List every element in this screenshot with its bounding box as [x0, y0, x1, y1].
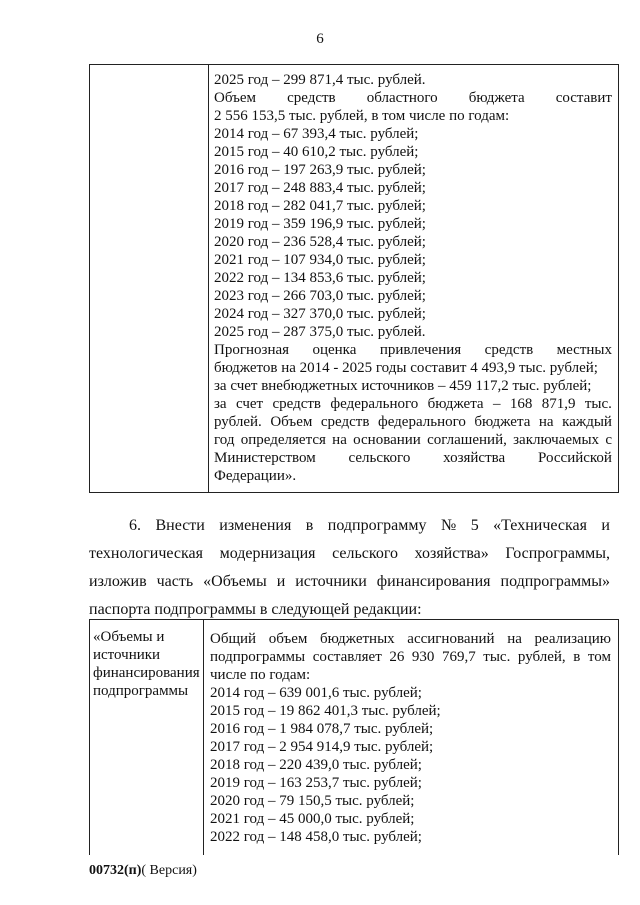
- text-line: рублей. Объем средств федерального бюджета на каждый: [214, 414, 612, 430]
- text-line: 2019 год – 163 253,7 тыс. рублей;: [210, 775, 422, 791]
- text-line: 2014 год – 639 001,6 тыс. рублей;: [210, 685, 422, 701]
- text-line: за счет средств федерального бюджета – 168 871,9 тыс.: [214, 396, 612, 412]
- text-line: 2016 год – 1 984 078,7 тыс. рублей;: [210, 721, 434, 737]
- text-line: 2014 год – 67 393,4 тыс. рублей;: [214, 126, 419, 142]
- page-number: 6: [316, 31, 324, 47]
- text-line: 6. Внести изменения в подпрограмму № 5 «Техническая и: [129, 517, 610, 534]
- text-line: 2025 год – 287 375,0 тыс. рублей.: [214, 324, 426, 340]
- text-line: Прогнозная оценка привлечения средств местных: [214, 342, 612, 358]
- financing-table-continued: [89, 64, 619, 493]
- document-code: 00732(п): [89, 863, 142, 878]
- text-line: 2019 год – 359 196,9 тыс. рублей;: [214, 216, 426, 232]
- text-line: 2023 год – 266 703,0 тыс. рублей;: [214, 288, 426, 304]
- text-line: Общий объем бюджетных ассигнований на реализацию: [210, 631, 611, 647]
- amendment-paragraph: [89, 512, 610, 624]
- text-line: паспорта подпрограммы в следующей редакции:: [89, 601, 422, 618]
- text-line: 2015 год – 40 610,2 тыс. рублей;: [214, 144, 419, 160]
- text-line: 2018 год – 220 439,0 тыс. рублей;: [210, 757, 422, 773]
- text-line: год определяется на основании соглашений, заключаемых с: [214, 432, 612, 448]
- text-line: Министерством сельского хозяйства Российской: [214, 450, 612, 466]
- text-line: 2015 год – 19 862 401,3 тыс. рублей;: [210, 703, 441, 719]
- text-line: 2018 год – 282 041,7 тыс. рублей;: [214, 198, 426, 214]
- label-line: «Объемы и: [93, 629, 165, 645]
- label-line: источники: [93, 647, 161, 663]
- text-line: за счет внебюджетных источников – 459 117,2 тыс. рублей;: [214, 378, 592, 394]
- text-line: 2022 год – 148 458,0 тыс. рублей;: [210, 829, 422, 845]
- text-line: 2020 год – 79 150,5 тыс. рублей;: [210, 793, 415, 809]
- table-content-cell: [214, 71, 612, 485]
- text-line: 2017 год – 248 883,4 тыс. рублей;: [214, 180, 426, 196]
- text-line: 2017 год – 2 954 914,9 тыс. рублей;: [210, 739, 434, 755]
- text-line: Федерации».: [214, 468, 297, 484]
- text-line: 2025 год – 299 871,4 тыс. рублей.: [214, 72, 426, 88]
- text-line: Объем средств областного бюджета составит: [214, 90, 612, 106]
- text-line: подпрограммы составляет 26 930 769,7 тыс. рублей, в том: [210, 649, 611, 665]
- table-label-cell: [90, 620, 204, 855]
- text-line: бюджетов на 2014 - 2025 годы составит 4 493,9 тыс. рублей;: [214, 360, 598, 376]
- subprogram-financing-table: [89, 619, 619, 855]
- text-line: 2016 год – 197 263,9 тыс. рублей;: [214, 162, 426, 178]
- version-label: ( Версия): [141, 863, 197, 878]
- text-line: 2021 год – 107 934,0 тыс. рублей;: [214, 252, 426, 268]
- label-line: финансирования: [93, 665, 200, 681]
- text-line: числе по годам:: [210, 667, 311, 683]
- document-footer: [89, 862, 197, 880]
- text-line: 2022 год – 134 853,6 тыс. рублей;: [214, 270, 426, 286]
- table-label-cell-empty: [90, 65, 209, 492]
- text-line: 2020 год – 236 528,4 тыс. рублей;: [214, 234, 426, 250]
- text-line: технологическая модернизация сельского хозяйства» Госпрограммы,: [89, 545, 610, 562]
- text-line: 2 556 153,5 тыс. рублей, в том числе по годам:: [214, 108, 510, 124]
- table-content-cell: [210, 630, 611, 846]
- text-line: 2021 год – 45 000,0 тыс. рублей;: [210, 811, 415, 827]
- label-line: подпрограммы: [93, 683, 189, 699]
- text-line: 2024 год – 327 370,0 тыс. рублей;: [214, 306, 426, 322]
- text-line: изложив часть «Объемы и источники финансирования подпрограммы»: [89, 573, 610, 590]
